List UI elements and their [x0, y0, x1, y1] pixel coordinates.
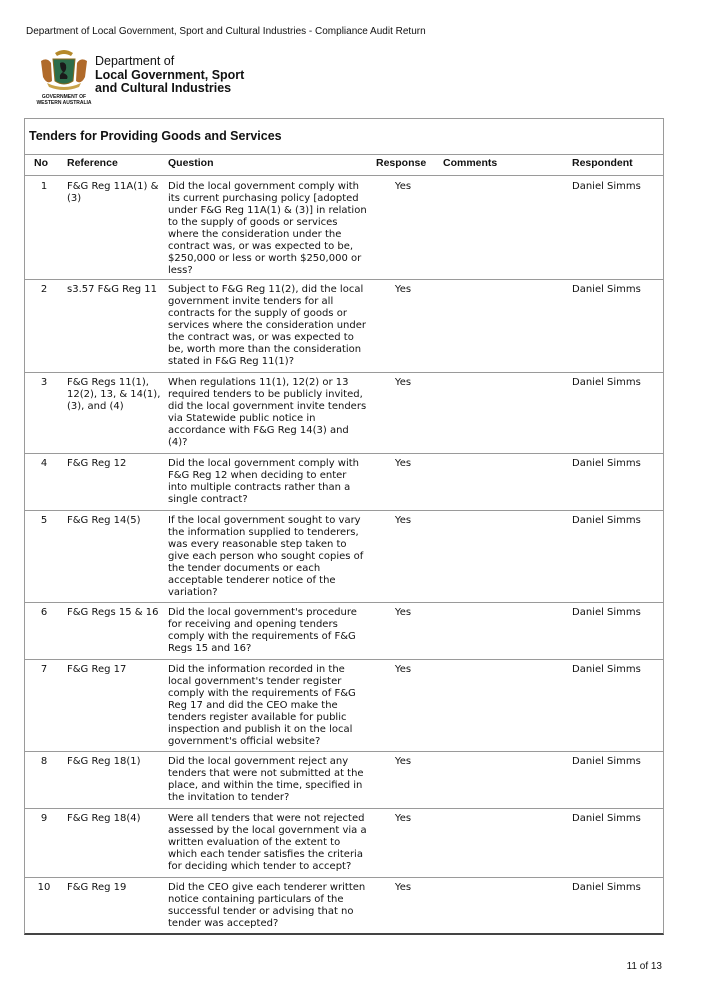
table-row [25, 659, 663, 752]
row-number: 9 [40, 813, 48, 824]
page-number: 11 of 13 [626, 961, 662, 972]
row-respondent: Daniel Simms [572, 664, 641, 675]
table-row [25, 808, 663, 878]
tenders-table [24, 118, 664, 935]
row-question: Were all tenders that were not rejected assessed by the local government via a written evaluation of the extent to which each tender satisfies the criteria for deciding which tender to accept? [168, 813, 367, 872]
row-response: Yes [394, 377, 412, 388]
row-response: Yes [394, 756, 412, 767]
row-respondent: Daniel Simms [572, 181, 641, 192]
table-row [25, 279, 663, 373]
row-number: 6 [40, 607, 48, 618]
row-response: Yes [394, 607, 412, 618]
row-respondent: Daniel Simms [572, 607, 641, 618]
row-response: Yes [394, 515, 412, 526]
row-question: Did the local government's procedure for receiving and opening tenders comply with the requirements of F&G Regs 15 and 16? [168, 607, 357, 654]
row-respondent: Daniel Simms [572, 458, 641, 469]
column-header-question: Question [168, 157, 214, 169]
row-reference: F&G Reg 11A(1) & (3) [67, 181, 159, 204]
row-response: Yes [394, 284, 412, 295]
row-number: 4 [40, 458, 48, 469]
row-question: Did the information recorded in the local government's tender register comply with the requirements of F&G Reg 17 and did the CEO make the tenders register available for public inspection and publish it on the local government's official website? [168, 664, 356, 747]
row-question: Did the local government comply with its current purchasing policy [adopted under F&G Reg 11A(1) & (3)] in relation to the supply of goods or services where the consideration under the contract was, or was expected to be, $250,000 or less or worth $250,000 or less? [168, 181, 367, 276]
row-question: If the local government sought to vary the information supplied to tenderers, was every reasonable step taken to give each person who sought copies of the tender documents or each acceptable tenderer notice of the variation? [168, 515, 364, 598]
row-number: 2 [40, 284, 48, 295]
table-row [25, 877, 663, 934]
logo-caption-line2: WESTERN AUSTRALIA [36, 100, 92, 106]
row-reference: F&G Reg 18(4) [67, 813, 141, 824]
row-reference: s3.57 F&G Reg 11 [67, 284, 158, 295]
table-row [25, 372, 663, 454]
row-number: 7 [40, 664, 48, 675]
table-row [25, 453, 663, 511]
table-row [25, 602, 663, 660]
row-number: 5 [40, 515, 48, 526]
column-header-response: Response [376, 157, 427, 169]
row-reference: F&G Reg 18(1) [67, 756, 141, 767]
row-question: Did the CEO give each tenderer written notice containing particulars of the successful tender or advising that no tender was accepted? [168, 882, 366, 929]
row-question: Did the local government comply with F&G Reg 12 when deciding to enter into multiple contracts rather than a single contract? [168, 458, 360, 505]
table-row [25, 176, 663, 280]
department-name-line3: and Cultural Industries [95, 81, 232, 95]
row-number: 1 [40, 181, 48, 192]
row-reference: F&G Reg 14(5) [67, 515, 141, 526]
row-question: Subject to F&G Reg 11(2), did the local government invite tenders for all contracts for the supply of goods or services where the consideration under the contract was, or was expected to be, worth more than the consideration stated in F&G Reg 11(1)? [168, 284, 366, 367]
department-name-line1: Department of [95, 54, 175, 68]
row-number: 3 [40, 377, 48, 388]
row-respondent: Daniel Simms [572, 756, 641, 767]
row-response: Yes [394, 181, 412, 192]
column-header-reference: Reference [67, 157, 118, 169]
row-question: Did the local government reject any tenders that were not submitted at the place, and within the time, specified in the invitation to tender? [168, 756, 364, 803]
wa-government-crest-logo [33, 47, 95, 107]
document-header-title: Department of Local Government, Sport and Cultural Industries - Compliance Audit Return [26, 26, 426, 37]
column-header-respondent: Respondent [572, 157, 633, 169]
row-reference: F&G Reg 12 [67, 458, 127, 469]
row-reference: F&G Reg 17 [67, 664, 127, 675]
table-row [25, 751, 663, 809]
row-respondent: Daniel Simms [572, 377, 641, 388]
logo-caption-line1: GOVERNMENT OF [41, 94, 87, 100]
row-response: Yes [394, 813, 412, 824]
row-number: 8 [40, 756, 48, 767]
row-reference: F&G Reg 19 [67, 882, 127, 893]
row-response: Yes [394, 882, 412, 893]
row-response: Yes [394, 664, 412, 675]
column-header-comments: Comments [443, 157, 498, 169]
row-respondent: Daniel Simms [572, 882, 641, 893]
row-number: 10 [37, 882, 51, 893]
department-name [95, 55, 244, 96]
row-respondent: Daniel Simms [572, 284, 641, 295]
row-response: Yes [394, 458, 412, 469]
row-reference: F&G Regs 15 & 16 [67, 607, 159, 618]
row-respondent: Daniel Simms [572, 813, 641, 824]
table-row [25, 510, 663, 603]
row-reference: F&G Regs 11(1), 12(2), 13, & 14(1), (3), and (4) [67, 377, 161, 412]
department-name-line2: Local Government, Sport [95, 67, 245, 82]
section-title: Tenders for Providing Goods and Services [29, 129, 282, 143]
row-respondent: Daniel Simms [572, 515, 641, 526]
row-question: When regulations 11(1), 12(2) or 13 required tenders to be publicly invited, did the local government invite tenders via Statewide public notice in accordance with F&G Reg 14(3) and (4)? [168, 377, 367, 448]
divider [25, 154, 663, 155]
column-header-no: No [34, 157, 48, 169]
